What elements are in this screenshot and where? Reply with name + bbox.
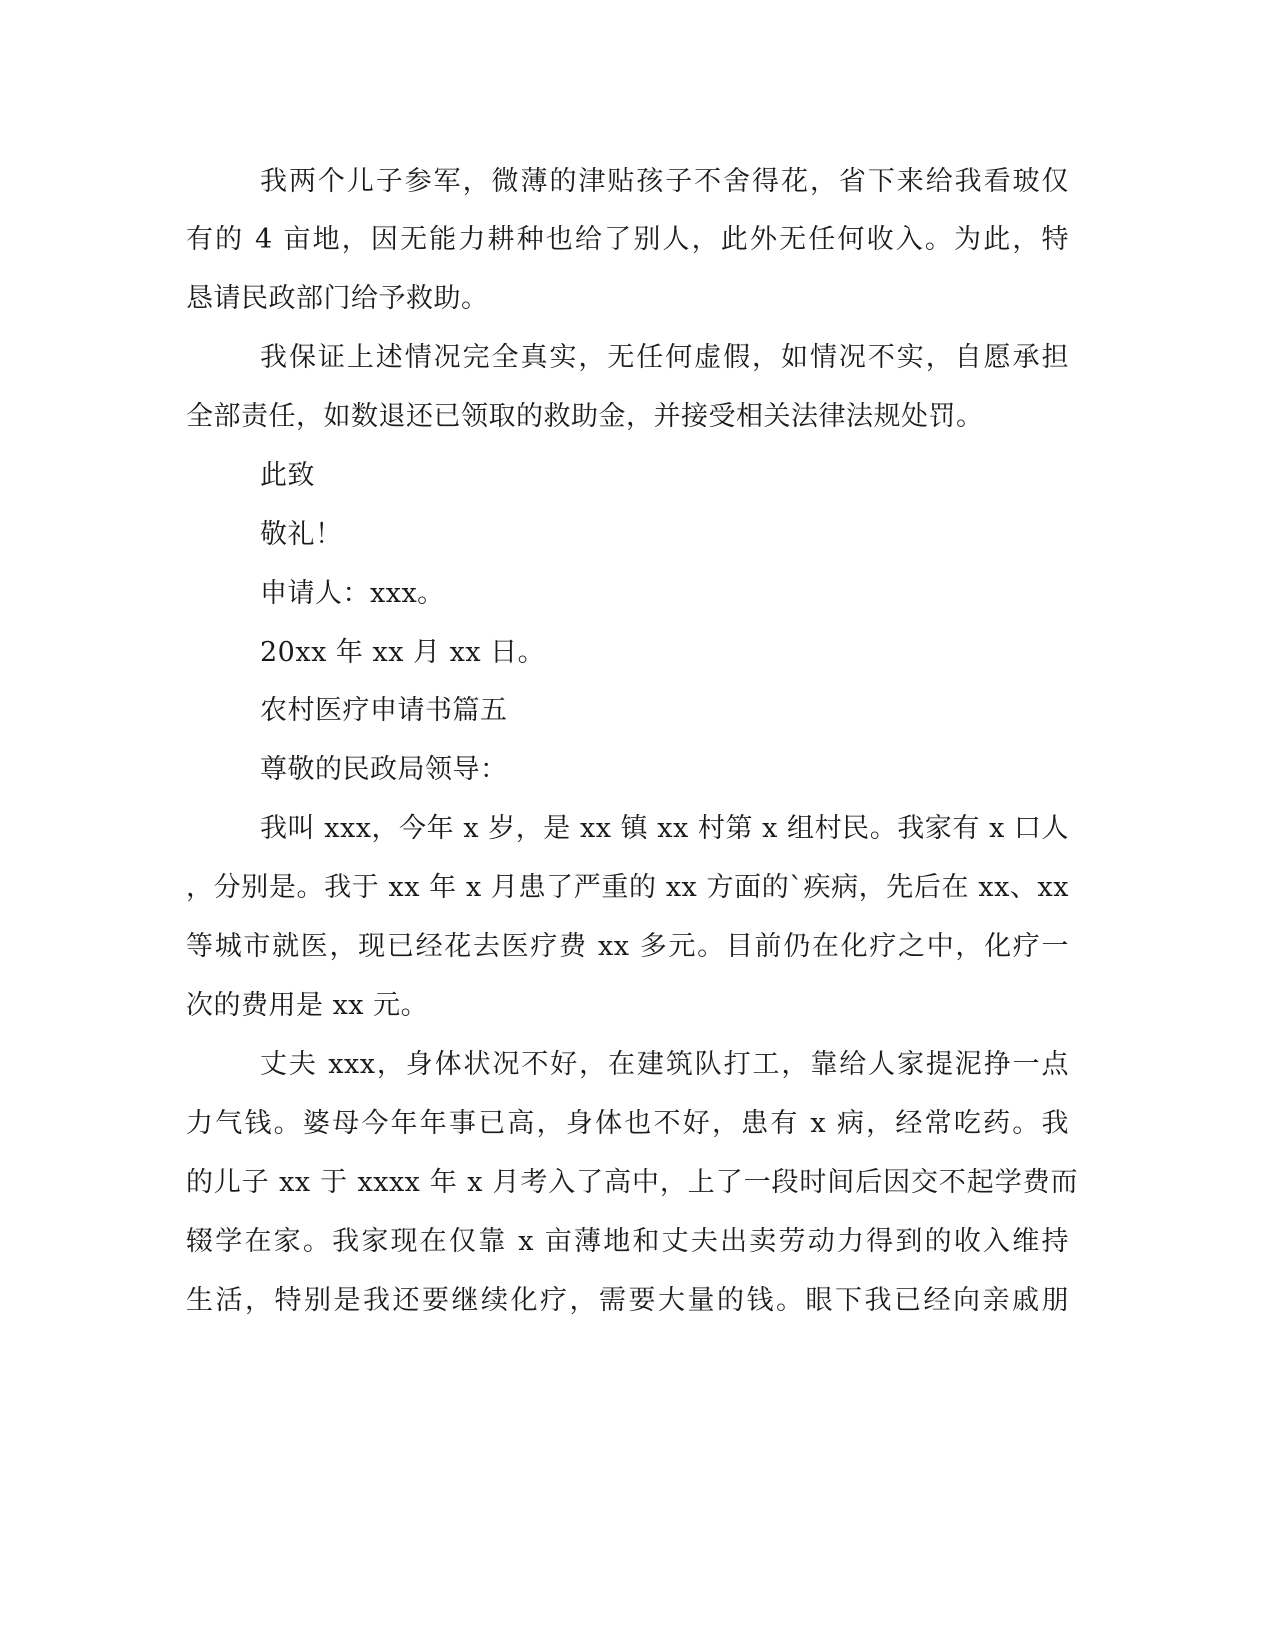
- date-line: 20xx 年 xx 月 xx 日。: [260, 637, 546, 668]
- paragraph-line: 我叫 xxx，今年 x 岁，是 xx 镇 xx 村第 x 组村民。我家有 x 口人: [260, 813, 1069, 844]
- letter-greeting: 尊敬的民政局领导：: [260, 754, 508, 785]
- paragraph-line: ，分别是。我于 xx 年 x 月患了严重的 xx 方面的`疾病，先后在 xx、xx: [186, 872, 1069, 903]
- paragraph-line: 辍学在家。我家现在仅靠 x 亩薄地和丈夫出卖劳动力得到的收入维持: [186, 1226, 1069, 1257]
- section-title: 农村医疗申请书篇五: [260, 695, 508, 726]
- paragraph-line: 全部责任，如数退还已领取的救助金，并接受相关法律法规处罚。: [186, 401, 984, 432]
- paragraph-line: 力气钱。婆母今年年事已高，身体也不好，患有 x 病，经常吃药。我: [186, 1108, 1069, 1139]
- paragraph-line: 的儿子 xx 于 xxxx 年 x 月考入了高中，上了一段时间后因交不起学费而: [186, 1167, 1078, 1198]
- paragraph-line: 丈夫 xxx，身体状况不好，在建筑队打工，靠给人家提泥挣一点: [260, 1049, 1069, 1080]
- closing-regards: 敬礼！: [260, 519, 343, 550]
- paragraph-line: 我保证上述情况完全真实，无任何虚假，如情况不实，自愿承担: [260, 342, 1069, 373]
- paragraph-line: 恳请民政部门给予救助。: [186, 283, 489, 314]
- paragraph-line: 我两个儿子参军，微薄的津贴孩子不舍得花，省下来给我看玻仅: [260, 166, 1069, 197]
- paragraph-line: 生活，特别是我还要继续化疗，需要大量的钱。眼下我已经向亲戚朋: [186, 1285, 1069, 1316]
- paragraph-line: 有的 4 亩地，因无能力耕种也给了别人，此外无任何收入。为此，特: [186, 224, 1069, 255]
- paragraph-line: 次的费用是 xx 元。: [186, 990, 429, 1021]
- applicant-signature: 申请人：xxx。: [260, 578, 445, 609]
- paragraph-line: 等城市就医，现已经花去医疗费 xx 多元。目前仍在化疗之中，化疗一: [186, 931, 1069, 962]
- closing-salutation: 此致: [260, 460, 315, 491]
